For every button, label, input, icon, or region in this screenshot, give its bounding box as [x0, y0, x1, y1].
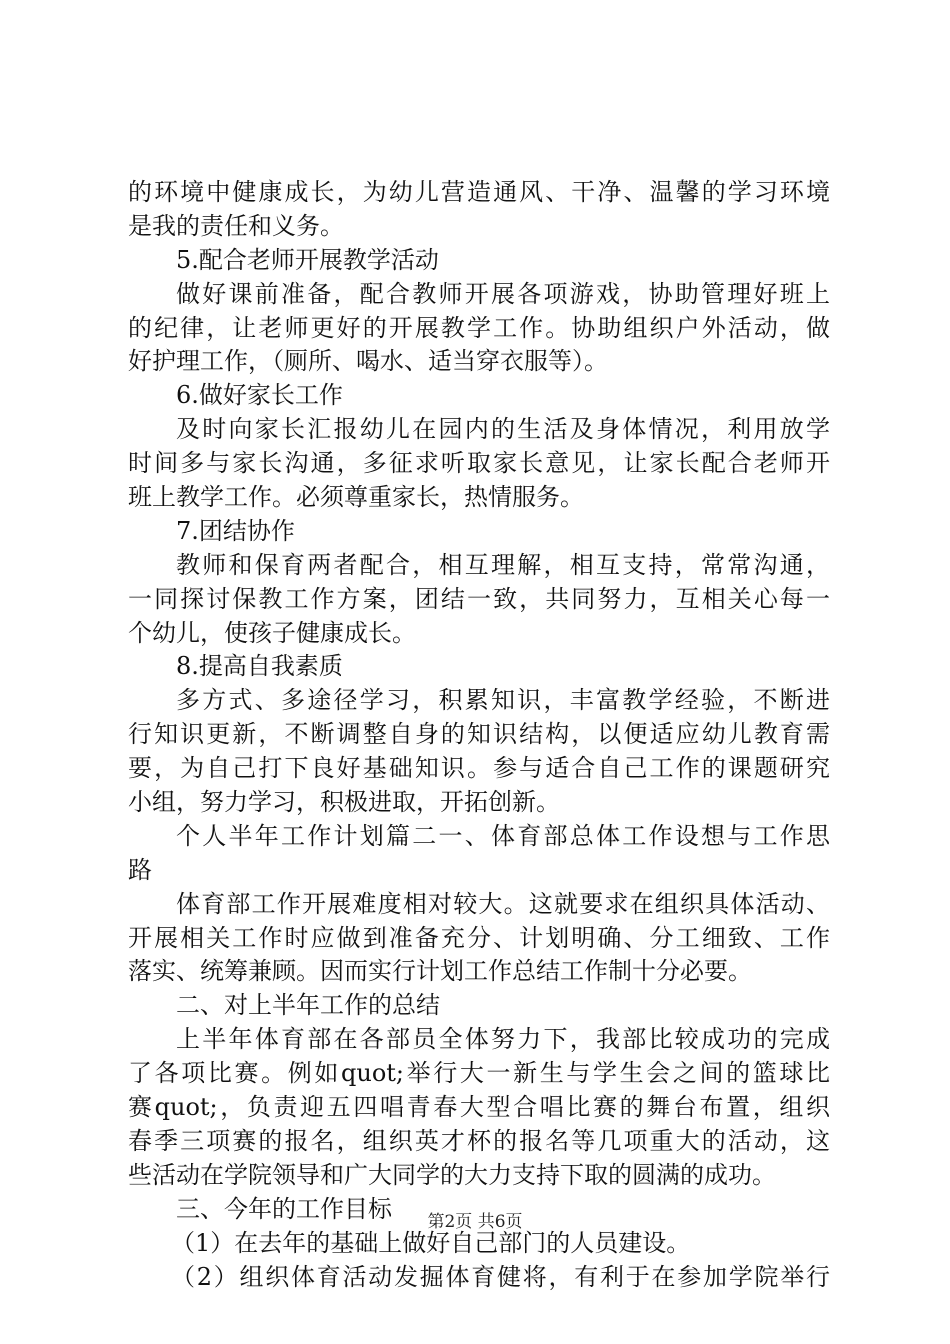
document-body [128, 176, 830, 1294]
paragraph-line: 了各项比赛。例如quot;举行大一新生与学生会之间的篮球比 [128, 1059, 830, 1088]
paragraph-line: 赛quot;，负责迎五四唱青春大型合唱比赛的舞台布置，组织 [128, 1093, 830, 1122]
section-heading: 7.团结协作 [176, 516, 295, 545]
paragraph-line: 好护理工作，（厕所、喝水、适当穿衣服等）。 [128, 347, 608, 376]
section-heading: 5.配合老师开展教学活动 [176, 245, 439, 274]
paragraph-line: 春季三项赛的报名，组织英才杯的报名等几项重大的活动，这 [128, 1126, 830, 1155]
list-item: （2）组织体育活动发掘体育健将，有利于在参加学院举行 [171, 1262, 830, 1291]
paragraph-line: 做好课前准备，配合教师开展各项游戏，协助管理好班上 [176, 279, 830, 308]
paragraph-line: 体育部工作开展难度相对较大。这就要求在组织具体活动、 [176, 889, 830, 918]
paragraph-line: 个幼儿，使孩子健康成长。 [128, 618, 416, 647]
paragraph-line: 行知识更新，不断调整自身的知识结构，以便适应幼儿教育需 [128, 720, 830, 749]
section-heading: 路 [128, 855, 152, 884]
section-heading: 6.做好家长工作 [176, 381, 343, 410]
section-heading: 二、对上半年工作的总结 [176, 991, 440, 1020]
paragraph-line: 时间多与家长沟通，多征求听取家长意见，让家长配合老师开 [128, 449, 830, 478]
section-heading: 8.提高自我素质 [176, 652, 343, 681]
section-heading: 三、今年的工作目标 [176, 1194, 392, 1223]
paragraph-line: 要，为自己打下良好基础知识。参与适合自己工作的课题研究 [128, 754, 830, 783]
paragraph-line: 些活动在学院领导和广大同学的大力支持下取的圆满的成功。 [128, 1160, 776, 1189]
paragraph-line: 的纪律，让老师更好的开展教学工作。协助组织户外活动，做 [128, 313, 830, 342]
paragraph-line: 是我的责任和义务。 [128, 211, 344, 240]
section-heading: 个人半年工作计划篇二一、体育部总体工作设想与工作思 [176, 821, 830, 850]
paragraph-line: 开展相关工作时应做到准备充分、计划明确、分工细致、工作 [128, 923, 830, 952]
paragraph-line: 班上教学工作。必须尊重家长，热情服务。 [128, 483, 584, 512]
list-item: （1）在去年的基础上做好自己部门的人员建设。 [171, 1228, 691, 1257]
page-footer [0, 1212, 950, 1232]
page-number: 第2页 共6页 [427, 1212, 523, 1232]
paragraph-line: 多方式、多途径学习，积累知识，丰富教学经验，不断进 [176, 686, 830, 715]
paragraph-line: 教师和保育两者配合，相互理解，相互支持，常常沟通， [176, 550, 830, 579]
paragraph-line: 落实、统筹兼顾。因而实行计划工作总结工作制十分必要。 [128, 957, 752, 986]
paragraph-line: 小组，努力学习，积极进取，开拓创新。 [128, 788, 560, 817]
paragraph-line: 一同探讨保教工作方案，团结一致，共同努力，互相关心每一 [128, 584, 830, 613]
paragraph-line: 的环境中健康成长，为幼儿营造通风、干净、温馨的学习环境 [128, 178, 830, 206]
paragraph-line: 上半年体育部在各部员全体努力下，我部比较成功的完成 [176, 1025, 830, 1054]
paragraph-line: 及时向家长汇报幼儿在园内的生活及身体情况，利用放学 [176, 415, 830, 444]
